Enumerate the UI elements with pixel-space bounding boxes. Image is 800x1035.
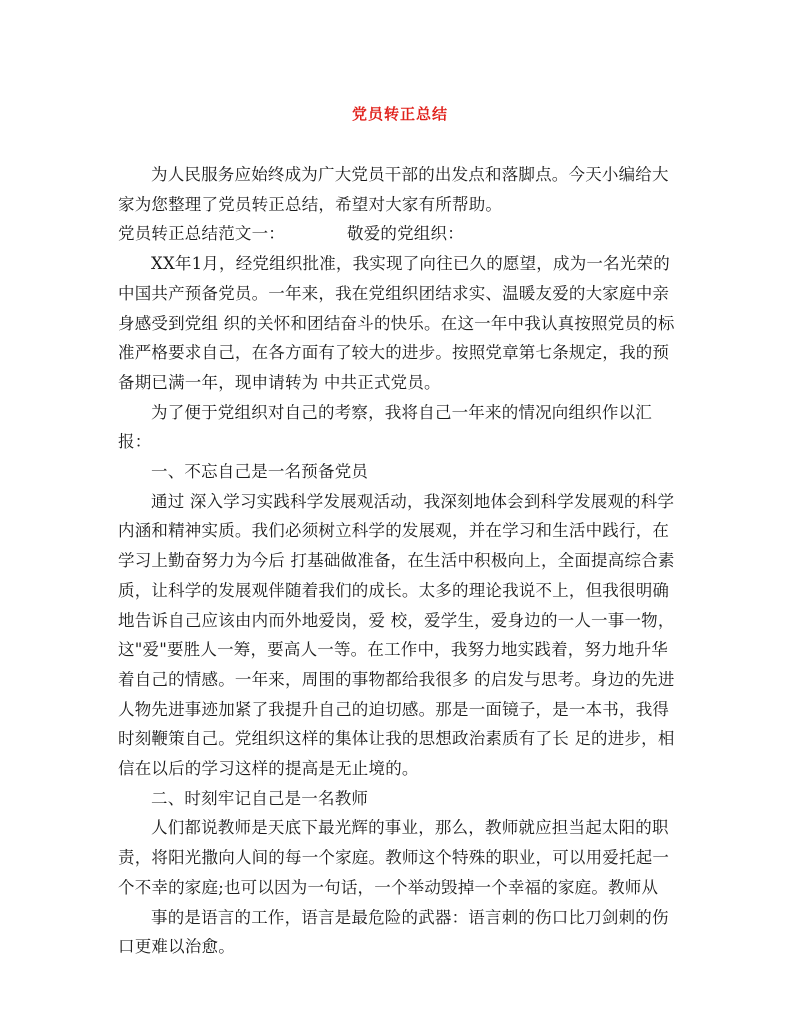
document-body xyxy=(118,160,684,962)
section-heading-1: 一、不忘自己是一名预备党员 xyxy=(151,462,369,482)
salutation: 敬爱的党组织： xyxy=(347,224,464,244)
paragraph-3: 通过 深入学习实践科学发展观活动，我深刻地体会到科学发展观的科学内涵和精神实质。我们必须树立科学的发展观，并在学习和生活中践行，在学习上勤奋努力为今后 打基础做准备，在生活中积极向上，全面提高综合素质，让科学的发展观伴随着我们的成长。太多的理论我说不上，但我很明确地告诉自己应该由内而外地爱岗，爱 校，爱学生，爱身边的一人一事一物，这"爱"要胜人一筹，要高人一等。在工作中，我努力地实践着，努力地升华着自己的情感。一年来，周围的事物都给我很多 的启发与思考。身边的先进人物先进事迹加紧了我提升自己的迫切感。那是一面镜子，是一本书，我得时刻鞭策自己。党组织这样的集体让我的思想政治素质有了长 足的进步，相信在以后的学习这样的提高是无止境的。 xyxy=(118,491,675,779)
paragraph-1: XX年1月，经党组织批准，我实现了向往已久的愿望，成为一名光荣的中国共产预备党员。一年来，我在党组织团结求实、温暖友爱的大家庭中亲身感受到党组 织的关怀和团结奋斗的快乐。在这一年中我认真按照党员的标准严格要求自己，在各方面有了较大的进步。按照党章第七条规定，我的预备期已满一年，现申请转为 中共正式党员。 xyxy=(118,254,675,392)
section-heading-2: 二、时刻牢记自己是一名教师 xyxy=(151,788,369,808)
paragraph-4: 人们都说教师是天底下最光辉的事业，那么，教师就应担当起太阳的职责，将阳光撒向人间的每一个家庭。教师这个特殊的职业，可以用爱托起一个不幸的家庭;也可以因为一句话，一个举动毁掉一个幸福的家庭。教师从 xyxy=(118,818,670,897)
sample-label: 党员转正总结范文一： xyxy=(118,224,285,244)
intro-paragraph: 为人民服务应始终成为广大党员干部的出发点和落脚点。今天小编给大家为您整理了党员转正总结，希望对大家有所帮助。 xyxy=(118,165,669,214)
document-title: 党员转正总结 xyxy=(351,105,448,123)
paragraph-5: 事的是语言的工作，语言是最危险的武器：语言刺的伤口比刀剑刺的伤口更难以治愈。 xyxy=(118,907,669,957)
sample-heading-line xyxy=(118,219,684,249)
paragraph-2: 为了便于党组织对自己的考察，我将自己一年来的情况向组织作以汇报： xyxy=(118,402,652,452)
